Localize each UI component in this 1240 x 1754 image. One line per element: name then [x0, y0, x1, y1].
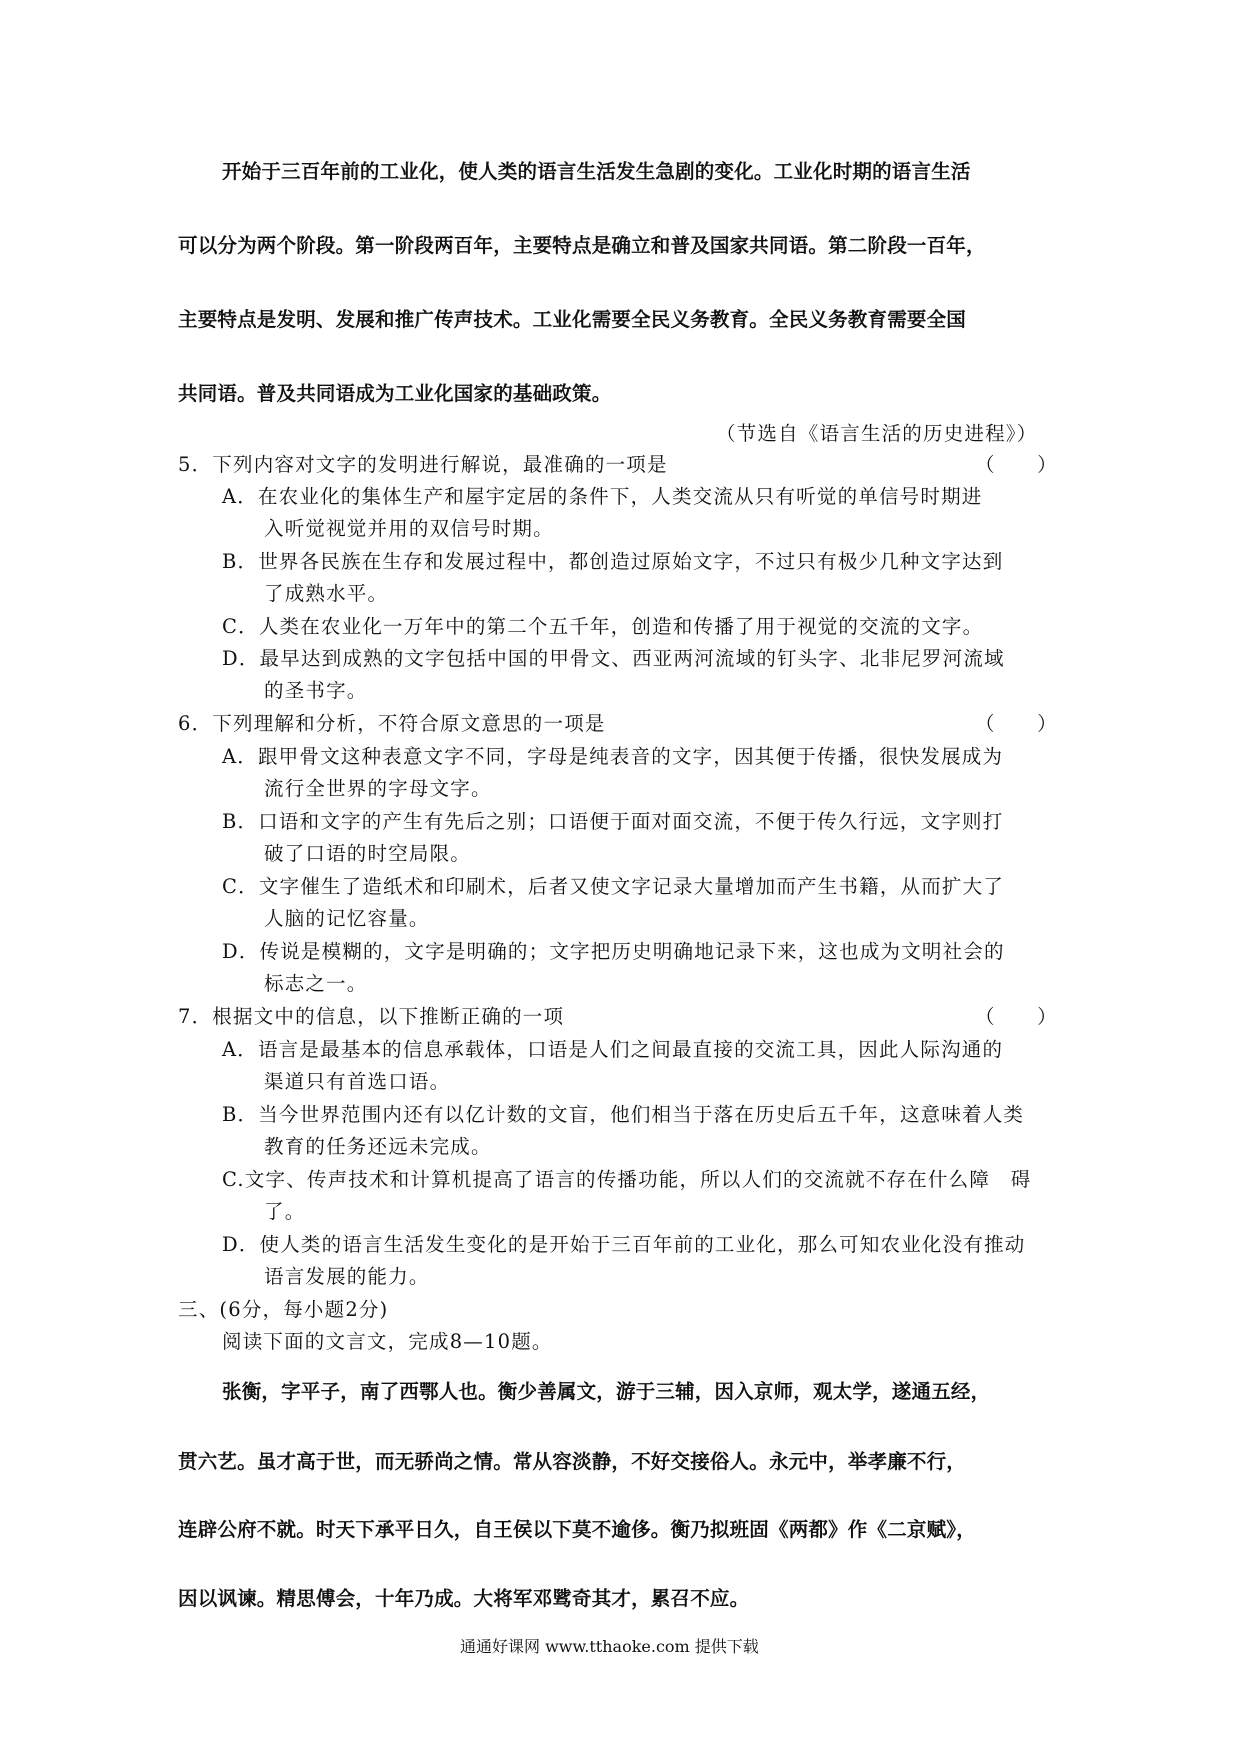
- passage-2-line: 因以讽谏。精思傅会，十年乃成。大将军邓骘奇其才，累召不应。: [178, 1587, 750, 1610]
- question-stem: 6．下列理解和分析，不符合原文意思的一项是: [178, 712, 606, 735]
- option-d-continued: 语言发展的能力。: [264, 1265, 430, 1288]
- question-stem: 5．下列内容对文字的发明进行解说，最准确的一项是: [178, 453, 668, 476]
- option-c: C．人类在农业化一万年中的第二个五千年，创造和传播了用于视觉的交流的文字。: [222, 615, 984, 638]
- answer-blank: （ ）: [975, 1005, 1058, 1028]
- option-d-continued: 标志之一。: [264, 972, 368, 995]
- option-b-continued: 教育的任务还远未完成。: [264, 1135, 492, 1158]
- passage-2-line: 张衡，字平子，南了西鄂人也。衡少善属文，游于三辅，因入京师，观太学，遂通五经，: [222, 1380, 991, 1403]
- option-d: D．传说是模糊的，文字是明确的；文字把历史明确地记录下来，这也成为文明社会的: [222, 940, 1005, 963]
- option-a: A．语言是最基本的信息承载体，口语是人们之间最直接的交流工具，因此人际沟通的: [222, 1038, 1004, 1061]
- answer-blank: （ ）: [975, 453, 1058, 476]
- question-stem: 7．根据文中的信息，以下推断正确的一项: [178, 1005, 565, 1028]
- passage-1-line: 可以分为两个阶段。第一阶段两百年，主要特点是确立和普及国家共同语。第二阶段一百年，: [178, 234, 986, 257]
- passage-1-line: 开始于三百年前的工业化，使人类的语言生活发生急剧的变化。工业化时期的语言生活: [222, 160, 971, 183]
- option-b-continued: 破了口语的时空局限。: [264, 842, 472, 865]
- option-c: C.文字、传声技术和计算机提高了语言的传播功能，所以人们的交流就不存在什么障 碍: [222, 1168, 1032, 1191]
- passage-2-line: 连辟公府不就。时天下承平日久，自王侯以下莫不逾侈。衡乃拟班固《两都》作《二京赋》，: [178, 1518, 976, 1541]
- page-footer: 通通好课网 www.tthaoke.com 提供下载: [460, 1637, 759, 1656]
- option-b-continued: 了成熟水平。: [264, 582, 389, 605]
- section-heading: 三、(6分，每小题2分): [178, 1298, 389, 1321]
- passage-2-line: 贯六艺。虽才高于世，而无骄尚之情。常从容淡静，不好交接俗人。永元中，举孝廉不行，: [178, 1450, 967, 1473]
- section-instruction: 阅读下面的文言文，完成8—10题。: [222, 1330, 553, 1353]
- option-a: A．在农业化的集体生产和屋宇定居的条件下，人类交流从只有听觉的单信号时期进: [222, 485, 983, 508]
- passage-source: （节选自《语言生活的历史进程》）: [716, 422, 1038, 445]
- passage-1-line: 主要特点是发明、发展和推广传声技术。工业化需要全民义务教育。全民义务教育需要全国: [178, 308, 967, 331]
- option-c-continued: 人脑的记忆容量。: [264, 907, 430, 930]
- option-d-continued: 的圣书字。: [264, 679, 368, 702]
- option-d: D．使人类的语言生活发生变化的是开始于三百年前的工业化，那么可知农业化没有推动: [222, 1233, 1026, 1256]
- option-a-continued: 入听觉视觉并用的双信号时期。: [264, 517, 554, 540]
- passage-1-line: 共同语。普及共同语成为工业化国家的基础政策。: [178, 382, 612, 405]
- option-b: B．世界各民族在生存和发展过程中，都创造过原始文字，不过只有极少几种文字达到: [222, 550, 1004, 573]
- option-a-continued: 流行全世界的字母文字。: [264, 777, 492, 800]
- option-d: D．最早达到成熟的文字包括中国的甲骨文、西亚两河流域的钉头字、北非尼罗河流域: [222, 647, 1005, 670]
- option-a-continued: 渠道只有首选口语。: [264, 1070, 451, 1093]
- option-b: B．当今世界范围内还有以亿计数的文盲，他们相当于落在历史后五千年，这意味着人类: [222, 1103, 1025, 1126]
- option-c: C．文字催生了造纸术和印刷术，后者又使文字记录大量增加而产生书籍，从而扩大了: [222, 875, 1005, 898]
- option-c-continued: 了。: [264, 1200, 306, 1223]
- option-b: B．口语和文字的产生有先后之别；口语便于面对面交流，不便于传久行远，文字则打: [222, 810, 1004, 833]
- option-a: A．跟甲骨文这种表意文字不同，字母是纯表音的文字，因其便于传播，很快发展成为: [222, 745, 1004, 768]
- answer-blank: （ ）: [975, 712, 1058, 735]
